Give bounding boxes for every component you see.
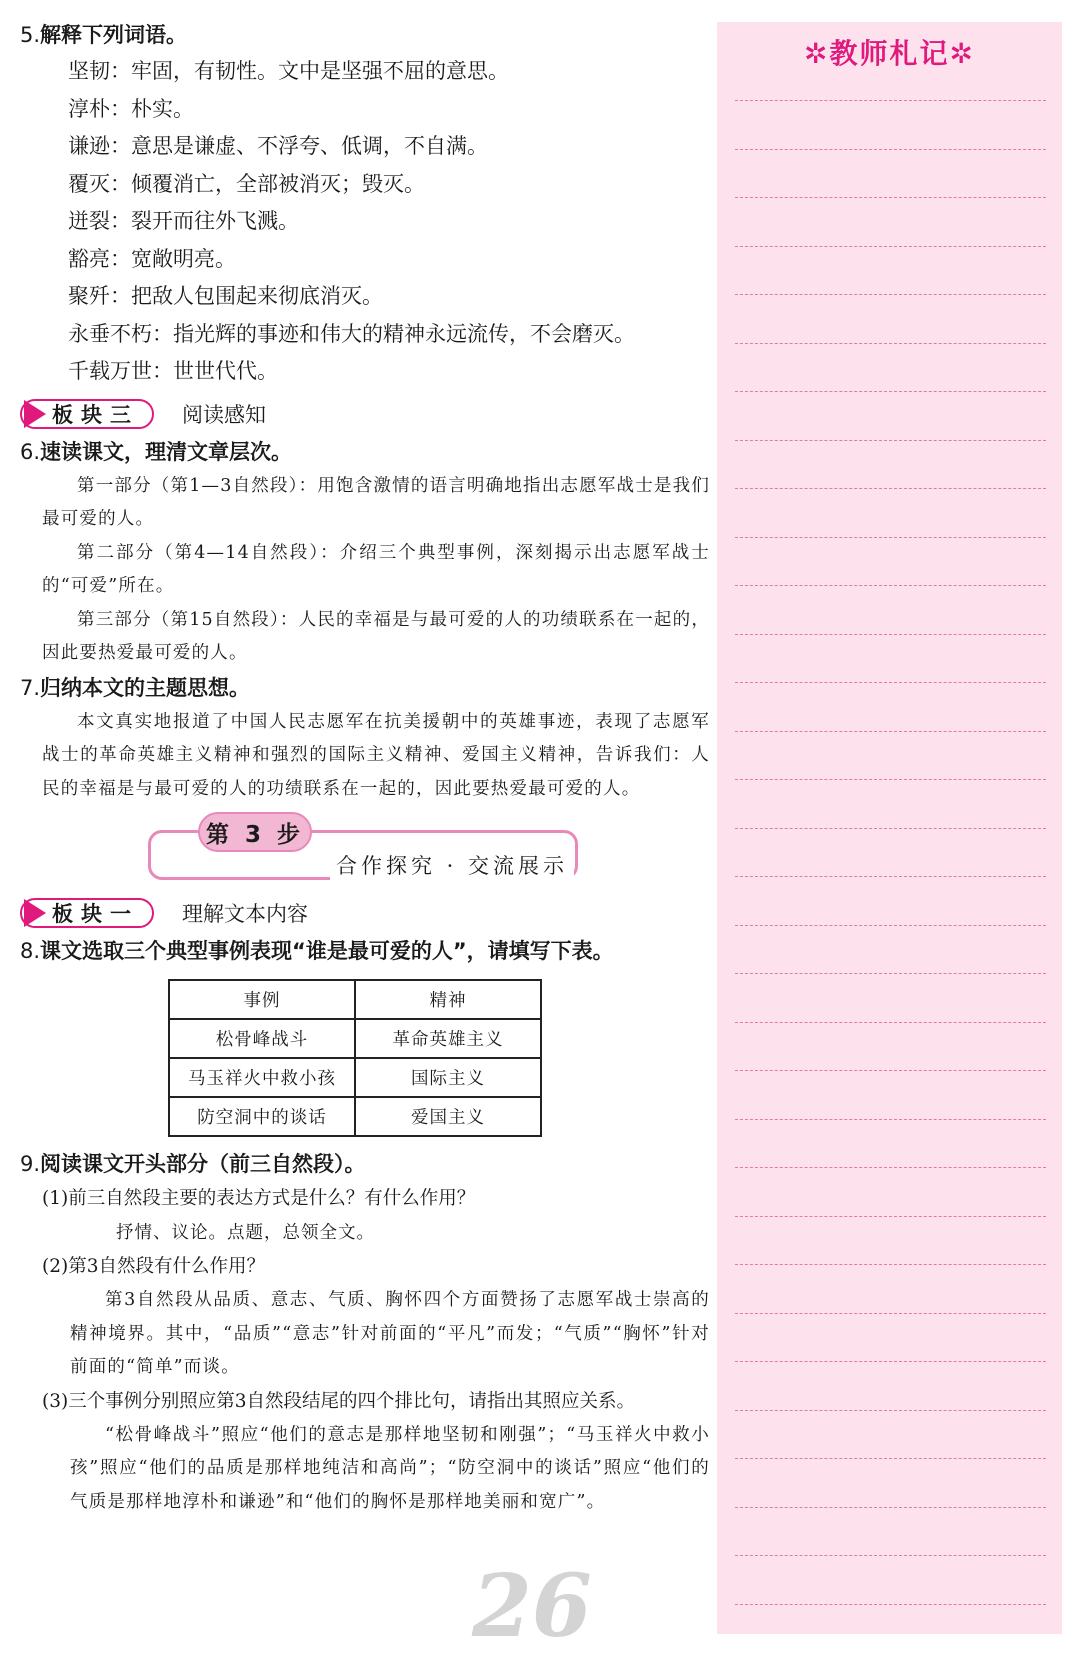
table-row (169, 1058, 541, 1097)
question-8 (20, 934, 710, 969)
section-title: 理解文本内容 (182, 902, 308, 926)
answer-paragraph: 第二部分（第4—14自然段）：介绍三个典型事例，深刻揭示出志愿军战士的“可爱”所在。 (42, 542, 710, 596)
sub-question: (1)前三自然段主要的表达方式是什么？有什么作用？ (42, 1188, 476, 1209)
note-line (735, 294, 1046, 295)
question-text: 阅读课文开头部分（前三自然段）。 (40, 1152, 366, 1176)
question-6 (20, 435, 710, 470)
teacher-notes-panel (717, 22, 1062, 1634)
note-line (735, 246, 1046, 247)
question-7 (20, 671, 710, 706)
definition-item (68, 53, 710, 91)
table-cell: 马玉祥火中救小孩 (169, 1058, 355, 1097)
note-line (735, 634, 1046, 635)
definition-item (68, 203, 710, 241)
answer-block (70, 1419, 710, 1520)
table-cell: 爱国主义 (355, 1097, 541, 1136)
note-line (735, 100, 1046, 101)
note-lines (735, 22, 1046, 1634)
term-definition: ：宽敞明亮。 (110, 246, 236, 271)
note-line (735, 1555, 1046, 1556)
definition-item (68, 278, 710, 316)
note-line (735, 1070, 1046, 1071)
answer-paragraph: 第三部分（第15自然段）：人民的幸福是与最可爱的人的功绩联系在一起的，因此要热爱最可爱的人。 (42, 609, 711, 663)
term-definition: ：裂开而往外飞溅。 (110, 209, 299, 233)
table-cell: 国际主义 (355, 1058, 541, 1097)
note-line (735, 149, 1046, 150)
term: 聚歼 (68, 284, 110, 308)
section-badge-label: 板块三 (52, 402, 139, 427)
page-number: 26 (472, 1556, 592, 1657)
question-number: 6. (20, 439, 41, 464)
definition-list (20, 53, 710, 391)
section-badge (20, 898, 154, 928)
note-line (735, 343, 1046, 344)
question-9 (20, 1147, 710, 1182)
note-line (735, 1458, 1046, 1459)
note-line (735, 779, 1046, 780)
answer-block (42, 706, 710, 807)
main-content (20, 18, 710, 1519)
play-triangle-icon (24, 899, 46, 927)
step-banner (20, 812, 710, 890)
answer-paragraph: 第一部分（第1—3自然段）：用饱含激情的语言明确地指出志愿军战士是我们最可爱的人。 (42, 475, 711, 529)
term: 豁亮 (68, 246, 110, 271)
note-line (735, 488, 1046, 489)
term: 覆灭 (68, 171, 110, 196)
question-text: 速读课文，理清文章层次。 (40, 439, 293, 464)
section-badge-label: 板块一 (52, 902, 139, 926)
table-header-cell: 事例 (169, 980, 355, 1019)
note-line (735, 925, 1046, 926)
term: 迸裂 (68, 209, 110, 233)
note-line (735, 1216, 1046, 1217)
term: 淳朴 (68, 96, 110, 121)
note-line (735, 1264, 1046, 1265)
note-line (735, 973, 1046, 974)
answer-paragraph: 本文真实地报道了中国人民志愿军在抗美援朝中的英雄事迹，表现了志愿军战士的革命英雄主义精神和强烈的国际主义精神、爱国主义精神，告诉我们：人民的幸福是与最可爱的人的功绩联系在一起的，因此要热爱最可爱的人。 (42, 711, 710, 799)
question-5 (20, 18, 710, 53)
note-line (735, 1410, 1046, 1411)
examples-table (168, 979, 542, 1137)
sub-question: (2)第3自然段有什么作用？ (42, 1256, 265, 1277)
note-line (735, 1604, 1046, 1605)
table-cell: 革命英雄主义 (355, 1019, 541, 1058)
term: 谦逊 (68, 134, 110, 158)
definition-item (68, 316, 710, 354)
answer-block (42, 470, 710, 671)
question-number: 8. (20, 939, 41, 963)
table-row (169, 1019, 541, 1058)
note-line (735, 585, 1046, 586)
answer-block (70, 1284, 710, 1385)
note-line (735, 1022, 1046, 1023)
table-header-cell: 精神 (355, 980, 541, 1019)
answer-paragraph: 第3自然段从品质、意志、气质、胸怀四个方面赞扬了志愿军战士崇高的精神境界。其中，“品质”“意志”针对前面的“平凡”而发；“气质”“胸怀”针对前面的“简单”而谈。 (70, 1290, 710, 1377)
term-definition: ：朴实。 (110, 96, 194, 121)
teacher-notes-title: ✲教师札记✲ (804, 37, 975, 70)
term-definition: ：指光辉的事迹和伟大的精神永远流传，不会磨灭。 (152, 321, 635, 346)
section-title: 阅读感知 (182, 402, 266, 427)
section-header-3 (20, 397, 710, 431)
definition-item (68, 353, 710, 391)
note-line (735, 1167, 1046, 1168)
note-line (735, 876, 1046, 877)
section-badge (20, 399, 154, 429)
note-line (735, 537, 1046, 538)
question-text: 课文选取三个典型事例表现“谁是最可爱的人”，请填写下表。 (40, 939, 614, 963)
definition-item (68, 241, 710, 279)
note-line (735, 731, 1046, 732)
term: 坚韧 (68, 59, 110, 83)
table-cell: 松骨峰战斗 (169, 1019, 355, 1058)
question-text: 归纳本文的主题思想。 (40, 675, 251, 700)
table-cell: 防空洞中的谈话 (169, 1097, 355, 1136)
term-definition: ：牢固，有韧性。文中是坚强不屈的意思。 (110, 59, 509, 83)
question-number: 5. (20, 23, 41, 47)
note-line (735, 1119, 1046, 1120)
term: 永垂不朽 (68, 321, 152, 346)
answer-paragraph: “松骨峰战斗”照应“他们的意志是那样地坚韧和刚强”；“马玉祥火中救小孩”照应“他们的品质是那样地纯洁和高尚”；“防空洞中的谈话”照应“他们的气质是那样地淳朴和谦逊”和“他们的胸怀是那样地美丽和宽广”。 (70, 1424, 710, 1512)
sub-question: (3)三个事例分别照应第3自然段结尾的四个排比句，请指出其照应关系。 (42, 1390, 635, 1412)
step-label: 第 3 步 (198, 812, 312, 852)
note-line (735, 197, 1046, 198)
step-subtitle: 合作探究 · 交流展示 (330, 850, 574, 880)
question-number: 7. (20, 675, 41, 700)
term-definition: ：倾覆消亡，全部被消灭；毁灭。 (110, 171, 425, 196)
definition-item (68, 91, 710, 129)
question-number: 9. (20, 1152, 41, 1176)
term: 千载万世 (68, 359, 152, 383)
question-text: 解释下列词语。 (40, 23, 188, 47)
term-definition: ：世世代代。 (152, 359, 278, 383)
term-definition: ：意思是谦虚、不浮夸、低调，不自满。 (110, 134, 488, 158)
note-line (735, 828, 1046, 829)
section-header-1 (20, 896, 710, 930)
note-line (735, 391, 1046, 392)
note-line (735, 682, 1046, 683)
note-line (735, 1507, 1046, 1508)
table-row (169, 1097, 541, 1136)
play-triangle-icon (24, 400, 46, 428)
table-header-row (169, 980, 541, 1019)
term-definition: ：把敌人包围起来彻底消灭。 (110, 284, 383, 308)
definition-item (68, 128, 710, 166)
note-line (735, 1313, 1046, 1314)
sub-answer: 抒情、议论。点题，总领全文。 (116, 1223, 375, 1243)
definition-item (68, 166, 710, 204)
note-line (735, 440, 1046, 441)
note-line (735, 1361, 1046, 1362)
